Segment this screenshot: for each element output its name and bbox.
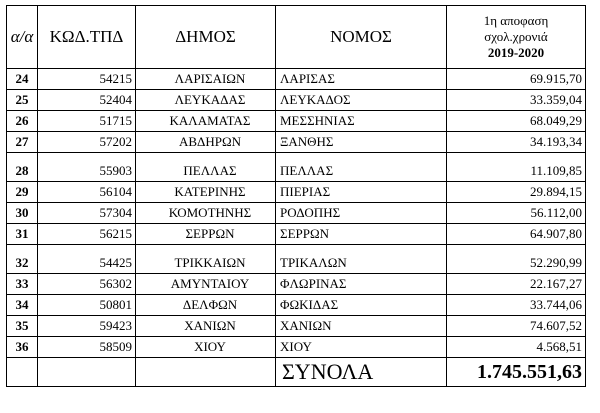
row-nomos: ΠΕΛΛΑΣ	[276, 153, 447, 182]
row-aa: 36	[7, 337, 38, 358]
row-aa: 26	[7, 111, 38, 132]
row-dimos: ΣΕΡΡΩΝ	[136, 224, 276, 245]
row-nomos: ΜΕΣΣΗΝΙΑΣ	[276, 111, 447, 132]
row-code: 57304	[38, 203, 136, 224]
row-nomos: ΧΙΟΥ	[276, 337, 447, 358]
total-amount: 1.745.551,63	[447, 358, 586, 387]
header-aa: α/α	[7, 6, 38, 69]
row-aa: 27	[7, 132, 38, 153]
total-label: ΣΥΝΟΛΑ	[276, 358, 447, 387]
header-amount	[447, 6, 586, 69]
header-amount-line2: σχολ.χρονιά	[484, 29, 548, 44]
row-nomos: ΞΑΝΘΗΣ	[276, 132, 447, 153]
allocation-sheet	[6, 5, 586, 387]
total-row	[7, 358, 586, 387]
table-row	[7, 69, 586, 90]
row-amount: 29.894,15	[447, 182, 586, 203]
row-dimos: ΚΟΜΟΤΗΝΗΣ	[136, 203, 276, 224]
row-dimos: ΚΑΛΑΜΑΤΑΣ	[136, 111, 276, 132]
row-dimos: ΑΒΔΗΡΩΝ	[136, 132, 276, 153]
row-code: 51715	[38, 111, 136, 132]
table-row	[7, 182, 586, 203]
row-aa: 35	[7, 316, 38, 337]
row-aa: 25	[7, 90, 38, 111]
row-aa: 33	[7, 274, 38, 295]
row-nomos: ΠΙΕΡΙΑΣ	[276, 182, 447, 203]
row-aa: 29	[7, 182, 38, 203]
row-code: 59423	[38, 316, 136, 337]
header-code: ΚΩΔ.ΤΠΔ	[38, 6, 136, 69]
table-row	[7, 316, 586, 337]
table-body	[7, 69, 586, 358]
row-aa: 32	[7, 245, 38, 274]
row-dimos: ΧΙΟΥ	[136, 337, 276, 358]
allocation-table	[6, 5, 586, 387]
row-amount: 56.112,00	[447, 203, 586, 224]
table-row	[7, 245, 586, 274]
row-code: 56104	[38, 182, 136, 203]
row-amount: 33.359,04	[447, 90, 586, 111]
row-nomos: ΧΑΝΙΩΝ	[276, 316, 447, 337]
row-code: 58509	[38, 337, 136, 358]
row-amount: 22.167,27	[447, 274, 586, 295]
table-row	[7, 203, 586, 224]
row-dimos: ΧΑΝΙΩΝ	[136, 316, 276, 337]
row-nomos: ΛΕΥΚΑΔΟΣ	[276, 90, 447, 111]
row-nomos: ΣΕΡΡΩΝ	[276, 224, 447, 245]
total-empty-aa	[7, 358, 38, 387]
total-empty-code	[38, 358, 136, 387]
row-dimos: ΚΑΤΕΡΙΝΗΣ	[136, 182, 276, 203]
row-dimos: ΤΡΙΚΚΑΙΩΝ	[136, 245, 276, 274]
row-amount: 4.568,51	[447, 337, 586, 358]
table-row	[7, 153, 586, 182]
row-nomos: ΦΩΚΙΔΑΣ	[276, 295, 447, 316]
row-nomos: ΤΡΙΚΑΛΩΝ	[276, 245, 447, 274]
row-amount: 68.049,29	[447, 111, 586, 132]
row-code: 54215	[38, 69, 136, 90]
row-amount: 33.744,06	[447, 295, 586, 316]
row-dimos: ΑΜΥΝΤΑΙΟΥ	[136, 274, 276, 295]
row-aa: 31	[7, 224, 38, 245]
row-nomos: ΛΑΡΙΣΑΣ	[276, 69, 447, 90]
row-code: 56302	[38, 274, 136, 295]
row-code: 56215	[38, 224, 136, 245]
row-code: 57202	[38, 132, 136, 153]
table-row	[7, 90, 586, 111]
row-aa: 30	[7, 203, 38, 224]
table-row	[7, 337, 586, 358]
table-header-row	[7, 6, 586, 69]
row-amount: 34.193,34	[447, 132, 586, 153]
row-code: 52404	[38, 90, 136, 111]
row-amount: 69.915,70	[447, 69, 586, 90]
row-aa: 28	[7, 153, 38, 182]
row-nomos: ΡΟΔΟΠΗΣ	[276, 203, 447, 224]
row-code: 54425	[38, 245, 136, 274]
row-dimos: ΠΕΛΛΑΣ	[136, 153, 276, 182]
header-nomos: ΝΟΜΟΣ	[276, 6, 447, 69]
row-amount: 64.907,80	[447, 224, 586, 245]
header-dimos: ΔΗΜΟΣ	[136, 6, 276, 69]
row-code: 50801	[38, 295, 136, 316]
total-empty-dimos	[136, 358, 276, 387]
table-row	[7, 224, 586, 245]
table-row	[7, 132, 586, 153]
row-dimos: ΛΕΥΚΑΔΑΣ	[136, 90, 276, 111]
row-aa: 24	[7, 69, 38, 90]
row-code: 55903	[38, 153, 136, 182]
row-amount: 74.607,52	[447, 316, 586, 337]
header-amount-line1: 1η αποφαση	[483, 13, 549, 28]
table-row	[7, 295, 586, 316]
row-dimos: ΛΑΡΙΣΑΙΩΝ	[136, 69, 276, 90]
table-row	[7, 111, 586, 132]
header-amount-line3: 2019-2020	[487, 45, 545, 60]
row-aa: 34	[7, 295, 38, 316]
table-row	[7, 274, 586, 295]
row-amount: 11.109,85	[447, 153, 586, 182]
row-dimos: ΔΕΛΦΩΝ	[136, 295, 276, 316]
row-amount: 52.290,99	[447, 245, 586, 274]
row-nomos: ΦΛΩΡΙΝΑΣ	[276, 274, 447, 295]
